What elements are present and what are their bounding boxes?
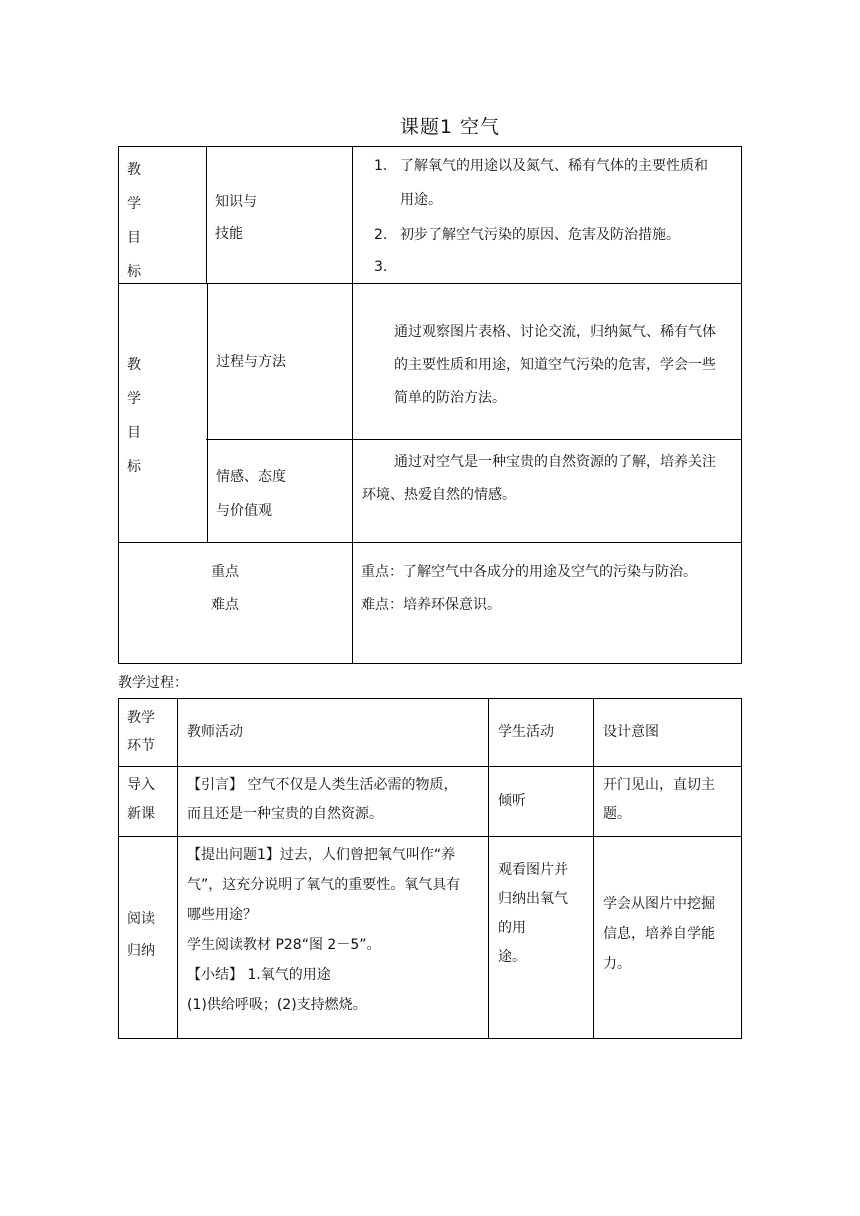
emotion-text: 通过对空气是一种宝贵的自然资源的了解，培养关注 环境、热爱自然的情感。	[362, 454, 716, 503]
list-item-number: 1.	[374, 158, 388, 174]
row-student: 倾听	[498, 793, 526, 809]
objectives-label: 教 学 目 标	[127, 162, 141, 280]
process-text: 通过观察图片表格、讨论交流，归纳氮气、稀有气体 的主要性质和用途，知道空气污染的危害，学会一些 简单的防治方法。	[394, 324, 716, 406]
list-item: 了解氧气的用途以及氮气、稀有气体的主要性质和	[400, 158, 708, 174]
row-stage: 导入 新课	[127, 777, 155, 822]
row-teacher: 【引言】 空气不仅是人类生活必需的物质， 而且还是一种宝贵的自然资源。	[187, 777, 458, 822]
knowledge-label: 知识与 技能	[215, 194, 257, 242]
list-item-number: 3.	[374, 259, 388, 275]
header-student: 学生活动	[498, 724, 554, 740]
header-intent: 设计意图	[603, 724, 659, 740]
header-stage: 教学 环节	[127, 710, 155, 754]
row-stage: 阅读 归纳	[127, 911, 155, 959]
objectives-label-2: 教 学 目 标	[127, 357, 141, 475]
row-teacher: 【提出问题1】过去，人们曾把氧气叫作“养 气”，这充分说明了氧气的重要性。氧气具有 哪些用途？ 学生阅读教材 P28“图 2－5”。 【小结】 1.氧气的用途 (1)供给呼吸；(2)支持燃烧。	[187, 847, 461, 1013]
page-title: 课题1 空气	[399, 116, 501, 138]
row-intent: 学会从图片中挖掘 信息，培养自学能 力。	[603, 896, 715, 972]
process-heading: 教学过程：	[118, 675, 188, 691]
list-item: 初步了解空气污染的原因、危害及防治措施。	[400, 227, 680, 243]
header-teacher: 教师活动	[187, 724, 243, 740]
list-item-continued: 用途。	[400, 192, 442, 208]
process-label: 过程与方法	[216, 354, 286, 370]
row-intent: 开门见山，直切主 题。	[603, 777, 715, 822]
list-item-number: 2.	[374, 227, 388, 243]
row-student: 观看图片并 归纳出氧气 的用 途。	[498, 862, 568, 965]
emotion-label: 情感、态度 与价值观	[216, 469, 286, 519]
key-points-text: 重点：了解空气中各成分的用途及空气的污染与防治。 难点：培养环保意识。	[361, 564, 697, 613]
key-points-label: 重点 难点	[211, 564, 239, 613]
